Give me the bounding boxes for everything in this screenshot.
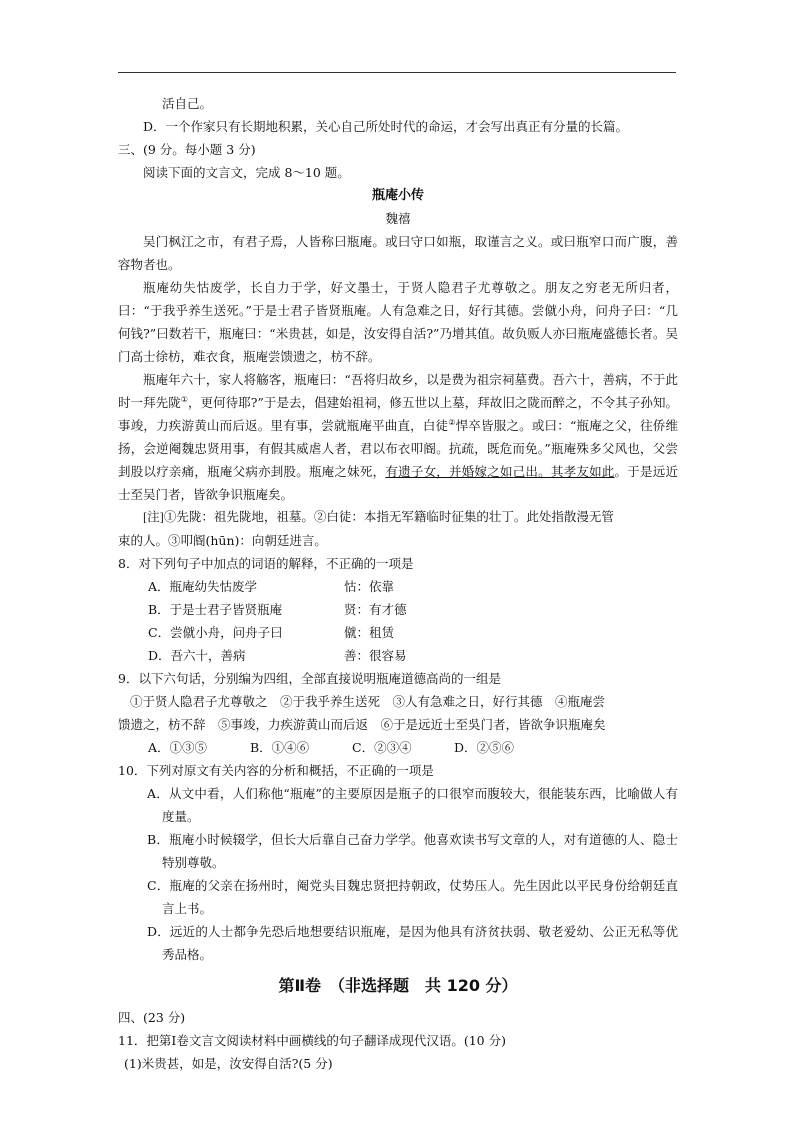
question-8-option: C．尝僦小舟，问舟子曰 僦：租赁 xyxy=(148,625,395,640)
section-four-header: 四、(23 分) xyxy=(118,1010,186,1025)
option-c: C．②③④ xyxy=(352,740,412,755)
footnote-mark: ② xyxy=(448,417,456,427)
p3-text: 瓶庵年六十，家人将觞客，瓶庵曰：“吾将归故乡，以是费为祖宗祠墓费。吾六十，善病，不于此时一拜先陇 xyxy=(118,372,678,410)
section-instruction: 阅读下面的文言文，完成 8～10 题。 xyxy=(143,165,350,180)
question-8-option: D．吾六十，善病 善：很容易 xyxy=(148,648,407,663)
passage-author: 魏禧 xyxy=(385,211,411,226)
question-8-option: B．于是士君子皆贤瓶庵 贤：有才德 xyxy=(148,602,407,617)
question-10-option-d: D．远近的人士都争先恐后地想要结识瓶庵，是因为他具有济贫扶弱、敬老爱幼、公正无私等优秀品格。 xyxy=(147,924,678,962)
question-9-options xyxy=(118,736,678,759)
header-rule xyxy=(118,72,676,73)
option-d: D．②⑤⑥ xyxy=(454,740,515,755)
passage-paragraph-2: 瓶庵幼失怙废学，长自力于学，好文墨士，于贤人隐君子尤尊敬之。朋友之穷老无所归者，曰：“于我乎养生送死。”于是士君子皆贤瓶庵。人有急难之日，好行其德。尝僦小舟，问舟子曰：“几何钱?”曰数若干，瓶庵曰：“米贵甚，如是，汝安得自活?”乃增其值。故负贩人亦曰瓶庵盛德长者。吴门高士徐枋，难衣食，瓶庵尝馈遗之，枋不辞。 xyxy=(118,280,678,364)
footnote-mark: ① xyxy=(180,394,188,404)
p3-text: 。于是远近士至吴门者，皆欲争识瓶庵矣。 xyxy=(118,464,678,502)
part-two-title: 第Ⅱ卷 （非选择题 共 120 分） xyxy=(278,976,518,995)
text-line: D．一个作家只有长期地积累，关心自己所处时代的命运，才会写出真正有分量的长篇。 xyxy=(143,119,629,134)
question-11-part-1: (1)米贵甚，如是，汝安得自活?(5 分) xyxy=(124,1056,333,1071)
question-8-stem: 8．对下列句子中加点的词语的解释，不正确的一项是 xyxy=(118,556,414,571)
question-10-option-c: C．瓶庵的父亲在扬州时，阉党头目魏忠贤把持朝政，仗势压人。先生因此以平民身份给朝廷直言上书。 xyxy=(147,878,678,916)
option-a: A．①③⑤ xyxy=(148,740,208,755)
question-9-items: ①于贤人隐君子尤尊敬之 ②于我乎养生送死 ③人有急难之日，好行其德 ④瓶庵尝 xyxy=(130,694,606,709)
question-9-items: 馈遗之，枋不辞 ⑤事竣，力疾游黄山而后返 ⑥于是远近士至吳门者，皆欲争识瓶庵矣 xyxy=(118,717,606,732)
annotation-line: [注]①先陇：祖先陇地，祖墓。②白徒：本指无军籍临时征集的壮丁。此处指散漫无管 xyxy=(143,510,614,524)
question-10-option-b: B．瓶庵小时候辍学，但长大后靠自己奋力学学。他喜欢读书写文章的人，对有道德的人、隐士特别尊敬。 xyxy=(147,832,678,870)
section-three-header: 三、(9 分。每小题 3 分) xyxy=(118,142,256,157)
passage-paragraph-3 xyxy=(118,368,678,506)
question-9-stem: 9．以下六句话，分别编为四组，全部直接说明瓶庵道德高尚的一组是 xyxy=(118,671,501,686)
question-10-option-a: A．从文中看，人们称他“瓶庵”的主要原因是瓶子的口很窄而腹较大，很能装东西，比喻做人有度量。 xyxy=(147,786,678,824)
page-content xyxy=(118,92,678,1075)
underlined-sentence: 有遗子女，并婚嫁之如己出。其孝友如此 xyxy=(385,464,615,479)
p3-text: 悍卒皆服之。或曰：“瓶庵之父，往侨维扬，会逆阉魏忠贤用事，有假其威虐人者，君以布衣叩阍。抗疏，既危而免。”瓶庵殊多父风也，父尝刲股以疗亲痛，瓶庵父病亦刲股。瓶庵之妹死， xyxy=(118,418,678,479)
question-8-option: A．瓶庵幼失怙废学 怙：依靠 xyxy=(148,579,395,594)
question-10-stem: 10．下列对原文有关内容的分析和概括，不正确的一项是 xyxy=(118,763,434,778)
text-line: 活自己。 xyxy=(162,96,213,111)
option-b: B．①④⑥ xyxy=(250,740,310,755)
annotation-line: 束的人。③叩阍(hūn)：向朝廷进言。 xyxy=(118,533,327,548)
question-11-stem: 11．把第Ⅰ卷文言文阅读材料中画横线的句子翻译成现代汉语。(10 分) xyxy=(118,1033,506,1048)
passage-title: 瓶庵小传 xyxy=(371,188,424,203)
passage-paragraph-1: 吴门枫江之市，有君子焉，人皆称曰瓶庵。或曰守口如瓶，取谨言之义。或曰瓶窄口而广腹，善容物者也。 xyxy=(118,234,678,272)
p3-text: ，更何待耶?”于是去，倡建始祖祠，修五世以上墓，拜故旧之陇而醉之，不令其子孙知。事竣，力疾游黄山而后返。里有事，尝就瓶庵平曲直，白徒 xyxy=(118,395,678,433)
